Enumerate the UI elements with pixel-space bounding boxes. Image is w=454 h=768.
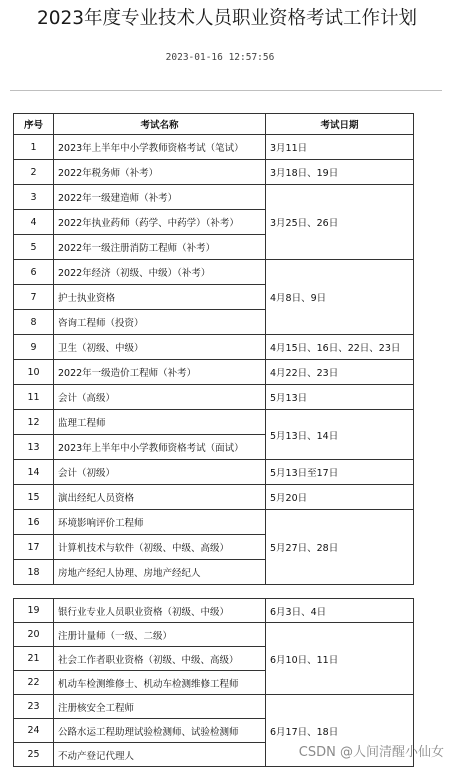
row-exam-date: 4月8日、9日: [266, 260, 414, 335]
row-exam-date: 5月27日、28日: [266, 510, 414, 585]
header-exam-date: 考试日期: [266, 114, 414, 135]
row-exam-date: 4月15日、16日、22日、23日: [266, 335, 414, 360]
table-row: [14, 135, 414, 160]
row-exam-name: 2022年一级建造师（补考）: [54, 185, 266, 210]
row-exam-name: 2022年税务师（补考）: [54, 160, 266, 185]
row-exam-name: 演出经纪人员资格: [54, 485, 266, 510]
divider: [10, 90, 442, 91]
row-exam-date: 6月17日、18日: [266, 695, 414, 767]
row-exam-name: 社会工作者职业资格（初级、中级、高级）: [54, 647, 266, 671]
row-exam-name: 房地产经纪人协理、房地产经纪人: [54, 560, 266, 585]
row-seq: 25: [14, 743, 54, 767]
row-exam-name: 公路水运工程助理试验检测师、试验检测师: [54, 719, 266, 743]
row-seq: 9: [14, 335, 54, 360]
row-seq: 20: [14, 623, 54, 647]
row-exam-name: 银行业专业人员职业资格（初级、中级）: [54, 599, 266, 623]
row-seq: 13: [14, 435, 54, 460]
table-row: [14, 160, 414, 185]
row-seq: 16: [14, 510, 54, 535]
table-row: [14, 360, 414, 385]
row-exam-name: 计算机技术与软件（初级、中级、高级）: [54, 535, 266, 560]
row-exam-name: 卫生（初级、中级）: [54, 335, 266, 360]
table-row: [14, 260, 414, 285]
row-seq: 14: [14, 460, 54, 485]
row-seq: 1: [14, 135, 54, 160]
row-exam-name: 机动车检测维修士、机动车检测维修工程师: [54, 671, 266, 695]
row-exam-name: 监理工程师: [54, 410, 266, 435]
csdn-watermark: CSDN @人间清醒小仙女: [298, 745, 444, 760]
row-seq: 11: [14, 385, 54, 410]
table-row: [14, 410, 414, 435]
row-exam-date: 3月18日、19日: [266, 160, 414, 185]
row-seq: 2: [14, 160, 54, 185]
row-seq: 4: [14, 210, 54, 235]
row-exam-name: 会计（初级）: [54, 460, 266, 485]
row-exam-name: 2022年一级注册消防工程师（补考）: [54, 235, 266, 260]
row-exam-name: 2023年上半年中小学教师资格考试（面试）: [54, 435, 266, 460]
row-exam-date: 3月11日: [266, 135, 414, 160]
row-seq: 23: [14, 695, 54, 719]
publish-timestamp: 2023-01-16 12:57:56: [165, 52, 275, 63]
row-seq: 19: [14, 599, 54, 623]
row-exam-date: 5月13日: [266, 385, 414, 410]
row-seq: 7: [14, 285, 54, 310]
row-exam-date: 6月3日、4日: [266, 599, 414, 623]
row-exam-date: 4月22日、23日: [266, 360, 414, 385]
table-row: [14, 185, 414, 210]
row-exam-name: 注册计量师（一级、二级）: [54, 623, 266, 647]
page-title: 2023年度专业技术人员职业资格考试工作计划: [36, 8, 418, 29]
row-seq: 15: [14, 485, 54, 510]
row-exam-name: 注册核安全工程师: [54, 695, 266, 719]
row-seq: 8: [14, 310, 54, 335]
table-row: [14, 599, 414, 623]
row-seq: 17: [14, 535, 54, 560]
row-exam-date: 6月10日、11日: [266, 623, 414, 695]
row-seq: 10: [14, 360, 54, 385]
table-row: [14, 510, 414, 535]
row-seq: 3: [14, 185, 54, 210]
row-exam-name: 2022年一级造价工程师（补考）: [54, 360, 266, 385]
row-seq: 21: [14, 647, 54, 671]
row-exam-name: 咨询工程师（投资）: [54, 310, 266, 335]
row-exam-name: 不动产登记代理人: [54, 743, 266, 767]
table-row: [14, 485, 414, 510]
row-seq: 5: [14, 235, 54, 260]
row-exam-name: 环境影响评价工程师: [54, 510, 266, 535]
row-seq: 22: [14, 671, 54, 695]
row-seq: 24: [14, 719, 54, 743]
row-seq: 18: [14, 560, 54, 585]
row-seq: 6: [14, 260, 54, 285]
header-exam-name: 考试名称: [54, 114, 266, 135]
row-exam-date: 3月25日、26日: [266, 185, 414, 260]
row-exam-name: 2023年上半年中小学教师资格考试（笔试）: [54, 135, 266, 160]
row-exam-name: 护士执业资格: [54, 285, 266, 310]
row-exam-name: 2022年执业药师（药学、中药学）（补考）: [54, 210, 266, 235]
table-header-row: [14, 114, 414, 135]
row-exam-date: 5月13日至17日: [266, 460, 414, 485]
row-seq: 12: [14, 410, 54, 435]
header-seq: 序号: [14, 114, 54, 135]
row-exam-name: 会计（高级）: [54, 385, 266, 410]
table-row: [14, 385, 414, 410]
table-row: [14, 335, 414, 360]
row-exam-date: 5月20日: [266, 485, 414, 510]
table-row: [14, 695, 414, 719]
row-exam-date: 5月13日、14日: [266, 410, 414, 460]
table-row: [14, 623, 414, 647]
row-exam-name: 2022年经济（初级、中级）（补考）: [54, 260, 266, 285]
exam-schedule-table: [13, 113, 414, 585]
table-row: [14, 460, 414, 485]
